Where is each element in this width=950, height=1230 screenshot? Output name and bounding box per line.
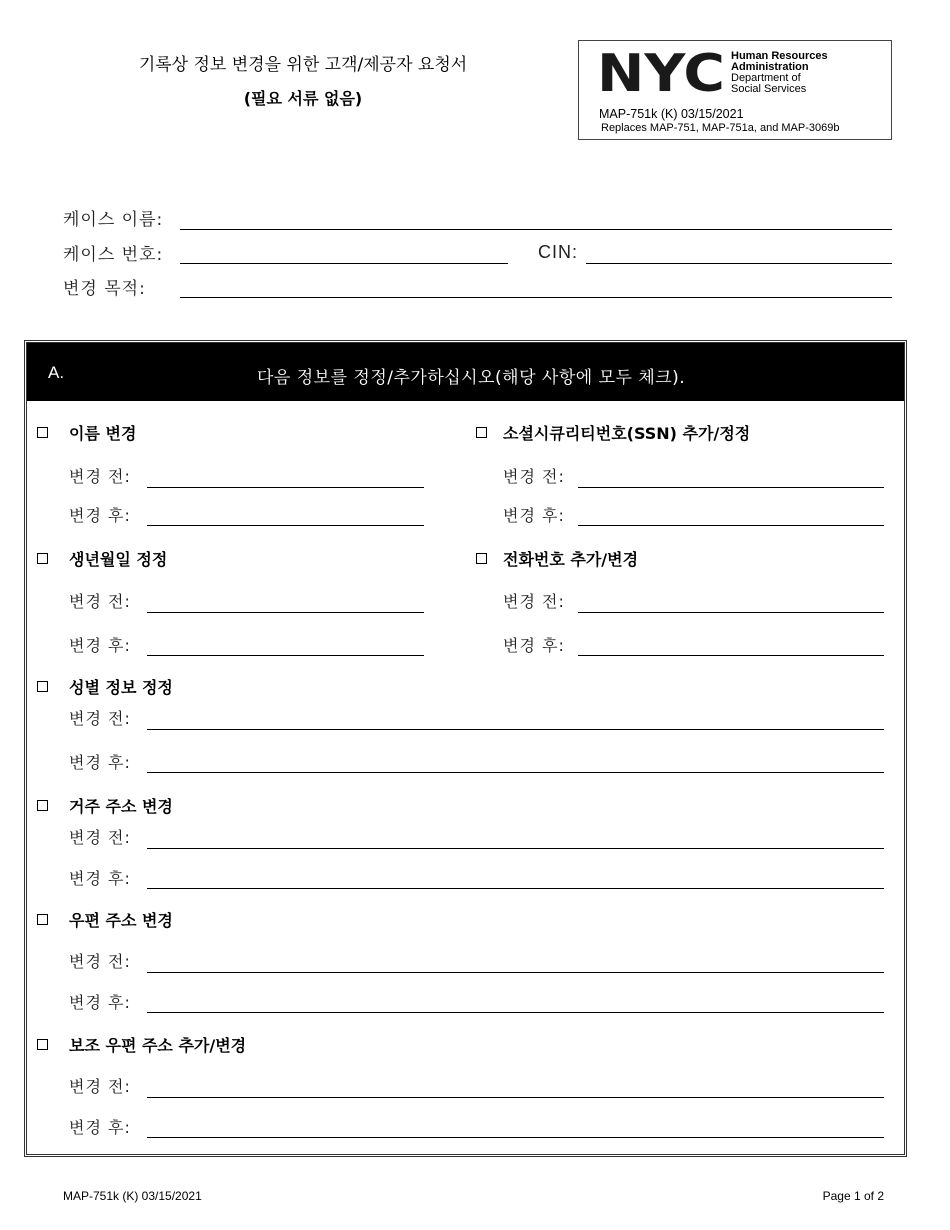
after-field[interactable] [578, 525, 884, 526]
footer-form-number: MAP-751k (K) 03/15/2021 [63, 1189, 202, 1203]
form-subtitle: (필요 서류 없음) [243, 89, 363, 108]
before-field[interactable] [147, 972, 884, 973]
after-label: 변경 후: [69, 506, 131, 525]
after-label: 변경 후: [69, 636, 131, 655]
checkbox[interactable] [37, 1039, 48, 1050]
checkbox[interactable] [37, 427, 48, 438]
after-label: 변경 후: [69, 753, 131, 772]
svg-text:NYC: NYC [597, 51, 725, 95]
checkbox[interactable] [37, 800, 48, 811]
item-label: 전화번호 추가/변경 [503, 550, 639, 569]
checkbox[interactable] [37, 553, 48, 564]
after-label: 변경 후: [503, 506, 565, 525]
after-label: 변경 후: [69, 869, 131, 888]
section-letter: A. [48, 363, 65, 382]
item-label: 보조 우편 주소 추가/변경 [69, 1036, 247, 1055]
after-label: 변경 후: [503, 636, 565, 655]
purpose-field[interactable] [180, 297, 892, 298]
before-label: 변경 전: [69, 1077, 131, 1096]
checkbox[interactable] [476, 427, 487, 438]
after-field[interactable] [147, 888, 884, 889]
before-label: 변경 전: [69, 467, 131, 486]
before-field[interactable] [578, 612, 884, 613]
checkbox[interactable] [476, 553, 487, 564]
form-number: MAP-751k (K) 03/15/2021 [599, 107, 744, 121]
item-label: 우편 주소 변경 [69, 911, 173, 930]
after-field[interactable] [147, 1012, 884, 1013]
item-label: 이름 변경 [69, 424, 137, 443]
form-title: 기록상 정보 변경을 위한 고객/제공자 요청서 [138, 55, 468, 75]
after-field[interactable] [147, 772, 884, 773]
before-label: 변경 전: [69, 952, 131, 971]
item-label: 소셜시큐리티번호(SSN) 추가/정정 [503, 424, 751, 443]
section-title: 다음 정보를 정정/추가하십시오(해당 사항에 모두 체크). [257, 368, 686, 388]
purpose-label: 변경 목적: [63, 279, 146, 299]
agency-name: Human Resources Administration Department of Social Services [731, 50, 828, 95]
before-field[interactable] [147, 848, 884, 849]
before-field[interactable] [147, 1097, 884, 1098]
before-field[interactable] [578, 487, 884, 488]
item-label: 거주 주소 변경 [69, 797, 173, 816]
case-number-field[interactable] [180, 263, 508, 264]
after-label: 변경 후: [69, 993, 131, 1012]
case-number-label: 케이스 번호: [63, 245, 164, 265]
section-a [24, 340, 907, 1157]
item-label: 생년월일 정정 [69, 550, 168, 569]
before-field[interactable] [147, 612, 424, 613]
checkbox[interactable] [37, 681, 48, 692]
after-field[interactable] [147, 655, 424, 656]
before-label: 변경 전: [69, 592, 131, 611]
agency-header-box [578, 40, 892, 140]
after-label: 변경 후: [69, 1118, 131, 1137]
before-label: 변경 전: [503, 592, 565, 611]
section-header [27, 343, 904, 401]
before-field[interactable] [147, 729, 884, 730]
case-name-label: 케이스 이름: [63, 210, 164, 230]
before-label: 변경 전: [503, 467, 565, 486]
cin-label: CIN: [538, 242, 578, 262]
before-label: 변경 전: [69, 709, 131, 728]
before-label: 변경 전: [69, 828, 131, 847]
after-field[interactable] [578, 655, 884, 656]
footer-page-number: Page 1 of 2 [822, 1189, 884, 1203]
replaces-note: Replaces MAP-751, MAP-751a, and MAP-3069b [601, 122, 840, 134]
cin-field[interactable] [586, 263, 892, 264]
case-name-field[interactable] [180, 229, 892, 230]
before-field[interactable] [147, 487, 424, 488]
item-label: 성별 정보 정정 [69, 678, 173, 697]
nyc-logo [597, 51, 727, 95]
after-field[interactable] [147, 1137, 884, 1138]
checkbox[interactable] [37, 914, 48, 925]
after-field[interactable] [147, 525, 424, 526]
